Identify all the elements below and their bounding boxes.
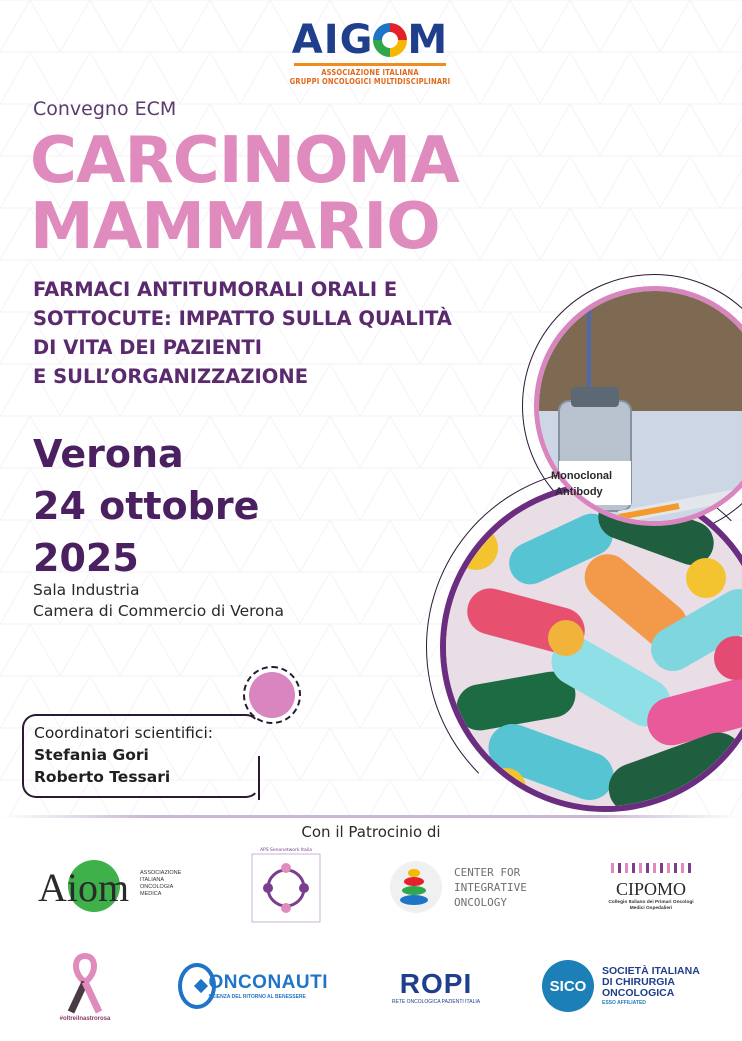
venue-building: Camera di Commercio di Verona [33,602,284,620]
sponsor-sico [542,956,712,1016]
sico-text [602,966,700,1007]
venue [33,580,284,622]
aigom-divider [294,63,446,66]
aiom-sub-4: MEDICA [140,891,162,897]
sponsor-cio [390,858,540,916]
ropi-wordmark: ROPI [399,968,473,999]
senonetwork-logo-icon [250,852,322,924]
cio-line-2: INTEGRATIVE [454,880,527,894]
pills-illustration [446,488,742,812]
date-year: 2025 [33,536,139,580]
main-title-line-2: MAMMARIO [30,190,440,264]
cipomo-dots-icon [611,863,691,873]
subtitle-line-2: SOTTOCUTE: IMPATTO SULLA QUALITÀ [33,307,452,330]
aiom-subtitle [140,870,181,898]
city: Verona [33,432,184,476]
onconauti-subtitle: SCIENZA DEL RITORNO AL BENESSERE [208,994,306,1000]
aiom-sub-3: ONCOLOGIA [140,884,174,890]
vial-label-line-2: Antibody [555,486,603,498]
sponsors-divider [0,815,742,818]
coordinator-name-2: Roberto Tessari [34,768,171,786]
cipomo-sub-1: Collegio Italiano dei Primari Oncologi [608,899,694,905]
aigom-wordmark [270,18,470,62]
venue-room: Sala Industria [33,581,140,599]
subtitle [33,275,553,391]
event-type: Convegno ECM [33,98,177,120]
patrocinio-heading: Con il Patrocinio di [301,823,441,841]
aigom-logo [270,18,470,86]
vial-label-line-1: Monoclonal [551,470,613,482]
sico-sub: ESSO AFFILIATED [602,999,646,1006]
sponsor-senonetwork [250,848,322,924]
cipomo-subtitle [608,900,693,912]
subtitle-line-3: DI VITA DEI PAZIENTI [33,336,262,359]
aiom-sub-1: ASSOCIAZIONE [140,870,182,876]
aigom-subtitle-1: ASSOCIAZIONE ITALIANA [321,68,419,77]
main-title-line-1: CARCINOMA [30,124,459,198]
cio-text [454,865,527,910]
sico-line-2: DI CHIRURGIA [602,975,675,988]
sponsor-aiom [38,858,188,916]
onconauti-wordmark: ONCONAUTI [208,972,328,993]
aiom-sub-2: ITALIANA [140,877,165,883]
ropi-subtitle: RETE ONCOLOGICA PAZIENTI ITALIA [391,999,481,1005]
subtitle-line-1: FARMACI ANTITUMORALI ORALI E [33,278,398,301]
subtitle-line-4: E SULL’ORGANIZZAZIONE [33,365,309,388]
aigom-word-right: M [407,17,449,63]
vial-label [551,468,621,500]
onconauti-compass-icon [178,963,216,1009]
cio-line-3: ONCOLOGY [454,895,507,909]
sico-line-3: ONCOLOGICA [602,986,675,999]
date-day-month: 24 ottobre [33,484,260,528]
cio-line-1: CENTER FOR [454,865,521,879]
aigom-word-left: AIG [291,17,374,63]
coordinators [34,722,213,788]
decorative-pink-dot [249,672,295,718]
main-title [30,124,459,264]
aiom-wordmark: Aiom [38,865,130,910]
sico-badge-icon: SICO [542,960,594,1012]
sico-line-1: SOCIETÀ ITALIANA [602,964,700,977]
sponsor-oltreilnastrorosa [50,946,120,1028]
aigom-o-icon [373,23,407,57]
cipomo-sub-2: Medici Ospedalieri [629,905,673,911]
aigom-subtitle-2: GRUPPI ONCOLOGICI MULTIDISCIPLINARI [289,77,451,86]
city-and-date [33,428,259,584]
senonetwork-text: APS Senonetwork Italia [259,848,313,853]
onconauti-text [208,972,328,1000]
sponsor-ropi [390,964,482,1010]
cio-stones-icon [390,861,442,913]
ribbon-text: #oltreilnastrorosa [59,1016,111,1022]
cipomo-wordmark: CIPOMO [615,878,686,899]
coordinator-name-1: Stefania Gori [34,746,149,764]
sponsor-onconauti [178,958,328,1014]
pink-ribbon-icon [65,952,105,1016]
coordinators-label: Coordinatori scientifici: [34,724,213,742]
sponsor-cipomo [596,856,706,918]
